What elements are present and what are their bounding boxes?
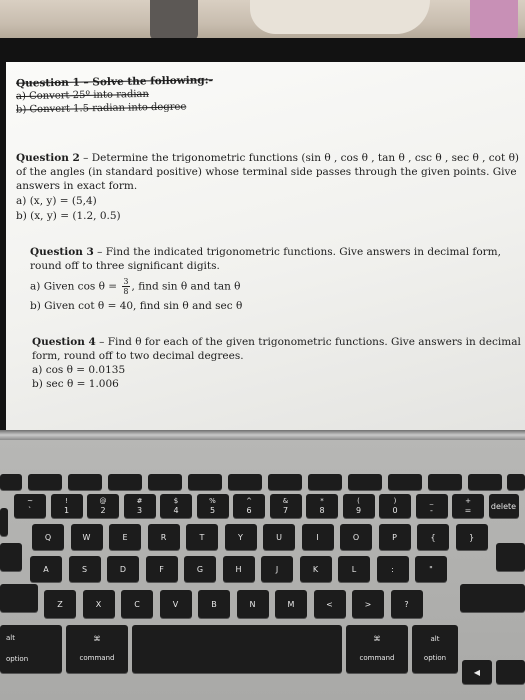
key-f9[interactable] xyxy=(348,474,382,490)
question-4-part-a: a) cos θ = 0.0135 xyxy=(32,364,126,376)
key-label: X xyxy=(95,599,102,609)
key-label: M xyxy=(287,599,295,609)
key-arrow-left[interactable] xyxy=(462,660,492,684)
key-num-0[interactable] xyxy=(14,494,46,518)
key-label: 2 xyxy=(100,506,106,515)
key-0-home[interactable] xyxy=(30,556,62,582)
key-0-qwerty[interactable] xyxy=(32,524,64,550)
key-f8[interactable] xyxy=(308,474,342,490)
key-label: V xyxy=(172,599,179,609)
key-1-home[interactable] xyxy=(69,556,101,582)
key-f4[interactable] xyxy=(148,474,182,490)
key-shift-symbol: $ xyxy=(173,497,179,505)
key-shift-symbol: + xyxy=(465,497,471,505)
key-label: 1 xyxy=(63,506,70,515)
key-shift-symbol: ) xyxy=(393,497,397,505)
key-9-bottom[interactable] xyxy=(391,590,423,618)
laptop-screen xyxy=(6,62,525,430)
key-2-qwerty[interactable] xyxy=(109,524,141,550)
key-label: < xyxy=(326,599,333,609)
key-label: ` xyxy=(28,506,32,515)
key-1-bottom[interactable] xyxy=(83,590,115,618)
key-f2[interactable] xyxy=(68,474,102,490)
question-3-part-a: a) Given cos θ = $\frac{3}{8}$ , find sin θ and tan θ xyxy=(30,277,241,296)
key-label: P xyxy=(392,532,397,542)
key-num-11[interactable] xyxy=(416,494,448,518)
key-4-qwerty[interactable] xyxy=(186,524,218,550)
key-5-bottom[interactable] xyxy=(237,590,269,618)
question-1-title: Question 1 – Solve the following:- xyxy=(15,74,214,90)
arrow-left-icon: ◀ xyxy=(473,667,481,677)
command-icon: ⌘ xyxy=(93,635,101,643)
key-2-home[interactable] xyxy=(107,556,139,582)
key-label: N xyxy=(249,599,256,609)
question-3-part-b: b) Given cot θ = 40, find sin θ and sec θ xyxy=(30,300,243,312)
question-4-title: Question 4 xyxy=(32,336,96,348)
laptop-hinge xyxy=(0,430,525,440)
key-0-bottom[interactable] xyxy=(44,590,76,618)
key-num-9[interactable] xyxy=(343,494,375,518)
key-shift-symbol: # xyxy=(136,497,143,505)
background-bag xyxy=(150,0,198,40)
key-option-right[interactable]: alt option xyxy=(412,625,458,673)
key-8-qwerty[interactable] xyxy=(340,524,372,550)
key-7-qwerty[interactable] xyxy=(302,524,334,550)
key-f6[interactable] xyxy=(228,474,262,490)
command-icon: ⌘ xyxy=(373,635,381,643)
key-f12[interactable] xyxy=(468,474,502,490)
key-label: R xyxy=(160,532,167,542)
question-2-line2: of the angles (in standard positive) whose terminal side passes through the given points. Give xyxy=(16,166,517,178)
key-shift-symbol: @ xyxy=(99,497,107,505)
key-label: > xyxy=(364,599,372,609)
key-label: 6 xyxy=(246,506,252,515)
key-3-qwerty[interactable] xyxy=(148,524,180,550)
question-2-title: Question 2 xyxy=(16,152,80,164)
question-3-title: Question 3 xyxy=(30,246,94,258)
key-label: J xyxy=(275,564,279,574)
key-num-7[interactable] xyxy=(270,494,302,518)
key-label: 3 xyxy=(136,506,143,515)
question-1-part-a: a) Convert 25º into radian xyxy=(15,88,149,103)
key-shift-symbol: * xyxy=(320,497,324,505)
key-label: L xyxy=(351,564,357,574)
key-3-bottom[interactable] xyxy=(160,590,192,618)
question-2-part-b: b) (x, y) = (1.2, 0.5) xyxy=(16,210,121,222)
key-label: C xyxy=(134,599,140,609)
key-esc[interactable] xyxy=(0,474,22,490)
question-4-line2: form, round off to two decimal degrees. xyxy=(32,350,244,362)
key-6-qwerty[interactable] xyxy=(263,524,295,550)
key-shift-symbol: ! xyxy=(65,497,68,505)
key-5-qwerty[interactable] xyxy=(225,524,257,550)
key-2-bottom[interactable] xyxy=(121,590,153,618)
key-label: - xyxy=(430,506,433,515)
key-num-4[interactable] xyxy=(160,494,192,518)
key-num-12[interactable] xyxy=(452,494,484,518)
key-command-right[interactable]: ⌘ command xyxy=(346,625,408,673)
key-8-bottom[interactable] xyxy=(352,590,384,618)
key-label: " xyxy=(429,564,433,574)
key-f1[interactable] xyxy=(28,474,62,490)
key-label: H xyxy=(235,564,242,574)
key-space[interactable] xyxy=(132,625,342,673)
key-6-home[interactable] xyxy=(261,556,293,582)
key-label: } xyxy=(468,532,475,542)
key-label: W xyxy=(82,532,91,542)
key-option-left[interactable]: alt option xyxy=(0,625,62,673)
question-4-part-b: b) sec θ = 1.006 xyxy=(32,378,119,390)
key-label: delete xyxy=(490,501,517,511)
question-3-line2: round off to three significant digits. xyxy=(30,260,220,272)
question-2-line1: Question 2 – Determine the trigonometric functions (sin θ , cos θ , tan θ , csc θ , sec θ , cot θ) xyxy=(16,152,519,164)
key-label: 0 xyxy=(392,506,398,515)
key-label: E xyxy=(122,532,128,542)
key-label: = xyxy=(464,506,472,515)
key-num-2[interactable] xyxy=(87,494,119,518)
key-label: G xyxy=(196,564,204,574)
question-1-part-b: b) Convert 1.5 radian into degree xyxy=(15,101,187,116)
key-label: U xyxy=(276,532,282,542)
key-label: Q xyxy=(44,532,52,542)
key-label: A xyxy=(43,564,49,574)
key-label: K xyxy=(312,564,319,574)
key-power[interactable] xyxy=(507,474,525,490)
key-shift-symbol: & xyxy=(282,497,289,505)
background-pink-object xyxy=(470,0,518,40)
key-label: 5 xyxy=(209,506,216,515)
key-num-3[interactable] xyxy=(124,494,156,518)
key-label: Y xyxy=(238,532,243,542)
question-2-line3: answers in exact form. xyxy=(16,180,138,192)
key-label: 7 xyxy=(282,506,289,515)
key-label: { xyxy=(430,532,436,542)
key-10-home[interactable] xyxy=(415,556,447,582)
key-9-qwerty[interactable] xyxy=(379,524,411,550)
background-person xyxy=(250,0,430,34)
key-arrow-up[interactable] xyxy=(496,660,525,684)
key-label: T xyxy=(199,532,205,542)
key-delete[interactable] xyxy=(489,494,519,518)
key-10-qwerty[interactable] xyxy=(417,524,449,550)
key-f5[interactable] xyxy=(188,474,222,490)
key-label: : xyxy=(391,564,394,574)
key-shift-symbol: % xyxy=(209,497,216,505)
key-f7[interactable] xyxy=(268,474,302,490)
key-f10[interactable] xyxy=(388,474,422,490)
key-label: F xyxy=(159,564,164,574)
key-num-5[interactable] xyxy=(197,494,229,518)
key-command-left[interactable]: ⌘ command xyxy=(66,625,128,673)
key-shift-symbol: ~ xyxy=(27,497,33,505)
key-3-home[interactable] xyxy=(146,556,178,582)
question-4-line1: Question 4 – Find θ for each of the given trigonometric functions. Give answers in decimal xyxy=(32,336,521,348)
key-label: D xyxy=(119,564,127,574)
key-label: 8 xyxy=(319,506,325,515)
fraction: $\frac{3}{8}$ xyxy=(123,277,129,296)
key-f11[interactable] xyxy=(428,474,462,490)
key-num-1[interactable] xyxy=(51,494,83,518)
key-4-home[interactable] xyxy=(184,556,216,582)
key-label: B xyxy=(211,599,217,609)
key-label: ? xyxy=(404,599,409,609)
question-2-part-a: a) (x, y) = (5,4) xyxy=(16,195,97,207)
key-label: I xyxy=(316,532,319,542)
key-shift-left[interactable] xyxy=(0,584,38,612)
key-caps-lock[interactable] xyxy=(0,543,22,571)
key-9-home[interactable] xyxy=(377,556,409,582)
key-11-qwerty[interactable] xyxy=(456,524,488,550)
key-num-8[interactable] xyxy=(306,494,338,518)
key-7-home[interactable] xyxy=(300,556,332,582)
key-return[interactable] xyxy=(496,543,525,571)
question-3-line1: Question 3 – Find the indicated trigonometric functions. Give answers in decimal form, xyxy=(30,246,501,258)
key-shift-symbol: ^ xyxy=(246,497,252,505)
key-num-6[interactable] xyxy=(233,494,265,518)
key-num-10[interactable] xyxy=(379,494,411,518)
key-label: 9 xyxy=(355,506,362,515)
key-shift-symbol: _ xyxy=(429,497,434,505)
key-label: 4 xyxy=(173,506,179,515)
key-label: Z xyxy=(57,599,63,609)
key-8-home[interactable] xyxy=(338,556,370,582)
key-5-home[interactable] xyxy=(223,556,255,582)
key-f3[interactable] xyxy=(108,474,142,490)
key-4-bottom[interactable] xyxy=(198,590,230,618)
key-label: S xyxy=(81,564,88,574)
key-tab[interactable] xyxy=(0,508,8,536)
key-7-bottom[interactable] xyxy=(314,590,346,618)
key-label: O xyxy=(352,532,360,542)
key-shift-right[interactable] xyxy=(460,584,525,612)
key-shift-symbol: ( xyxy=(357,497,360,505)
key-6-bottom[interactable] xyxy=(275,590,307,618)
key-1-qwerty[interactable] xyxy=(71,524,103,550)
